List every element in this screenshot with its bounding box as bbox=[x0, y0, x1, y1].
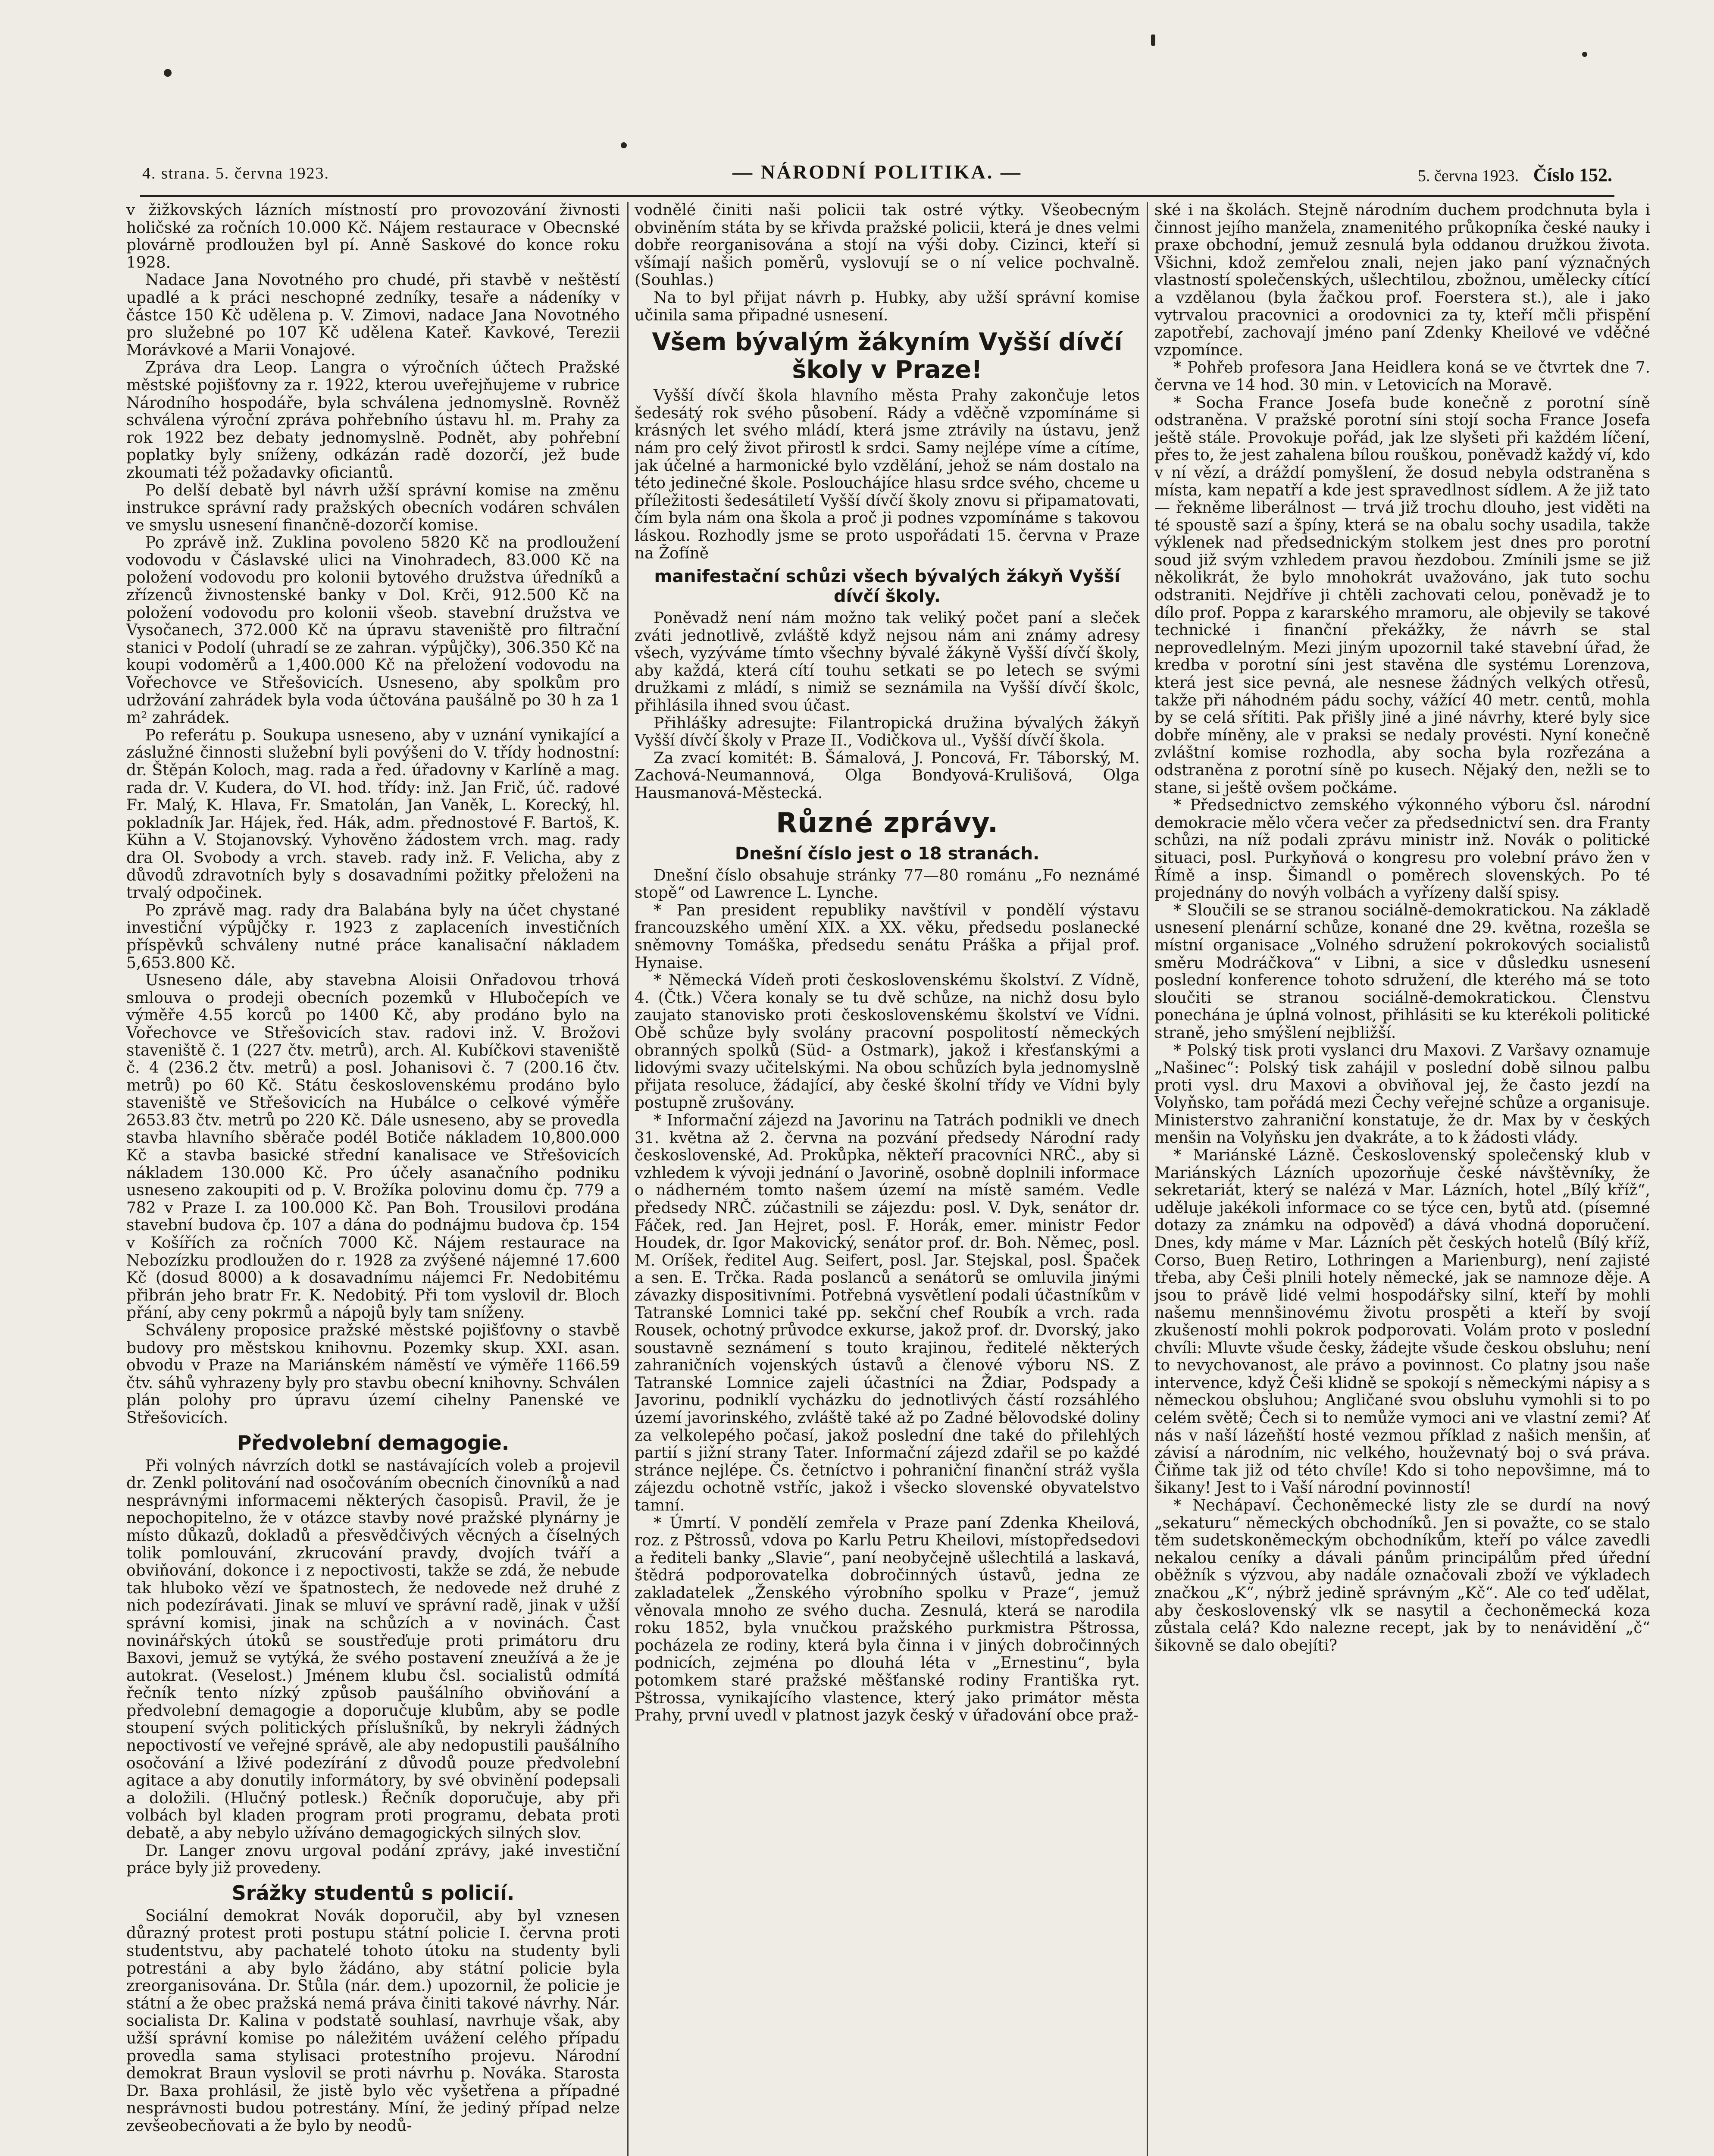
news-item: * Předsednictvo zemského výkonného výboru čsl. národní demokracie mělo včera večer za předsednictví sen. dra Franty schůzi, na níž podali zprávu ministr inž. Novák o politické situaci, posl. Purkyňová o kongresu pro volební právo žen v Římě a insp. Šimandl o poměrech slovenských. Po té projednány do novýh volbách a vyřízeny další spisy. bbox=[1154, 796, 1650, 902]
ink-speck bbox=[1151, 34, 1155, 46]
section-subheadline: Dnešní číslo jest o 18 stranách. bbox=[735, 843, 1040, 864]
article-paragraph: v žižkovských lázních místností pro provozování živnosti holičské za ročních 10.000 Kč. Nájem restaurace v Obecnské plovárně prodloužen byl pí. Anně Saskové do konce roku 1928. bbox=[126, 202, 620, 272]
news-item: * Německá Vídeň proti československému školství. Z Vídně, 4. (Čtk.) Včera konaly se tu dvě schůze, na nichž dosu bylo zaujato stanovisko proti československému školství ve Vídni. Obě schůze byly svolány pracovní pospolitostí německých obranných spolků (Süd- a Ostmark), jakož i křesťanskými a lidovými svazy učitelskými. Na obou schůzích byla jednomyslně přijata resoluce, žádající, aby české školní třídy ve Vídni byly postupně zrušovány. bbox=[635, 971, 1140, 1112]
article-paragraph: Usneseno dále, aby stavebna Aloisii Onřadovou trhová smlouva o prodeji obecních pozemků v Hlubočepích ve výměře 4.55 korců po 1400 Kč, aby prodáno bylo na Vořechovce ve Střešovicích stav. radovi inž. V. Brožovi staveniště č. 1 (227 čtv. metrů), arch. Al. Kubíčkovi staveniště č. 4 (236.2 čtv. metrů) a posl. Johanisovi č. 7 (200.16 čtv. metrů) po 60 Kč. Státu československému prodáno bylo staveniště ve Střešovicích na Hubálce o celkové výměře 2653.83 čtv. metrů po 220 Kč. Dále usneseno, aby se provedla stavba hlavního sběrače podél Botiče nákladem 10,800.000 Kč a stavba basické střední kanalisace ve Střešovicích nákladem 130.000 Kč. Pro účely asanačního podniku usneseno zakoupiti od p. V. Brožíka polovinu domu čp. 779 a 782 v Praze I. za 100.000 Kč. Pan Boh. Trousilovi prodána stavební budova čp. 107 a dána do podnájmu budova čp. 154 v Košířích za ročních 7000 Kč. Nájem restaurace na Nebozízku prodloužen do r. 1928 za zvýšené nájemné 17.600 Kč (dosud 8000) a k dosavadnímu nájemci Fr. Nedobitému přibrán jeho bratr Fr. K. Nedobitý. Při tom vyslovil dr. Bloch přání, aby ceny pokrmů a nápojů byly tam sníženy. bbox=[126, 971, 620, 1322]
article-paragraph: Na to byl přijat návrh p. Hubky, aby užší správní komise učinila sama připadné usnesení. bbox=[635, 288, 1140, 324]
article-paragraph: Dr. Langer znovu urgoval podání zprávy, jaké investiční práce byly již provedeny. bbox=[126, 1842, 620, 1877]
article-paragraph: Po zprávě mag. rady dra Balabána byly na účet chystané investiční výpůjčky r. 1923 z zaplaceních investičních příspěvků schváleny nutné práce kanalisační nákladem 5,653.800 Kč. bbox=[126, 901, 620, 972]
article-paragraph: Schváleny proposice pražské městské pojišťovny o stavbě budovy pro městskou knihovnu. Pozemky skup. XXI. asan. obvodu v Praze na Mariánském náměstí ve výměře 1166.59 čtv. sáhů vyhrazeny byly pro stavbu obecní knihovny. Schválen plán polohy pro úpravu území cihelny Panenské ve Střešovicích. bbox=[126, 1322, 620, 1427]
column-divider bbox=[1147, 202, 1148, 2156]
news-item: * Mariánské Lázně. Československý společenský klub v Mariánských Lázních upozorňuje české návštěvníky, že sekretariát, který se nalézá v Mar. Lázních, hotel „Bílý kříž“, uděluje jakékoli informace co se týce cen, bytů atd. (písemné dotazy za známku na odpověď) a dává vhodná doporučení. Dnes, kdy máme v Mar. Lázních pět českých hotelů (Bílý kříž, Corso, Buen Retiro, Lothringen a Marienburg), není zajisté třeba, aby Češi plnili hotely německé, jak se namnoze děje. A jsou to právě lidé velmi hospodářsky silní, kteří by mohli našemu mennšinovému životu prospěti a kteří by svojí zkušeností mohli pokrok podporovati. Volám proto v poslední chvíli: Mluvte všude česky, žádejte všude českou obsluhu; není to nevychovanost, ale právo a povinnost. Co platny jsou naše intervence, když Češi klidně se spokojí s německými nápisy a s německou obsluhou; Angličané svou obsluhu vymohli si to po celém světě; Čech si to nemůže vymoci ani ve vlastní zemi? Ať nás v naší lázeňští hosté vezmou příklad z našich menšin, ať závisí a národním, nic velkého, houževnatý boj o svá práva. Čiňme tak již od této chvíle! Kdo si toho nepovšimne, má to šikany! Jest to i Vaší národní povinností! bbox=[1154, 1147, 1650, 1497]
article-paragraph: Poněvadž není nám možno tak veliký počet paní a sleček zváti jednotlivě, zvláště když nejsou nám ani známy adresy všech, vyzýváme tímto všechny bývalé žákyně Vyšší dívčí školy, aby každá, která cítí touhu setkati se po letech se svými družkami z mládí, s nimiž se seznámila na Vyšší dívčí školc, přihlásila ihned svou účast. bbox=[635, 609, 1140, 715]
article-headline: Předvolební demagogie. bbox=[237, 1431, 510, 1454]
article-paragraph: Sociální demokrat Novák doporučil, aby byl vznesen důrazný protest proti postupu státní policie I. června proti studentstvu, aby pachatelé tohoto útoku na studenty byli potrestáni a aby bylo žádáno, aby státní policie byla zreorganisována. Dr. Stůla (nár. dem.) upozornil, že policie je státní a že obec pražská nemá práva činiti takové návrhy. Nár. socialista Dr. Kalina v podstatě souhlasí, navrhuje však, aby užší správní komise po náležitém uvážení celého případu provedla sama stylisaci protestního projevu. Národní demokrat Braun vyslovil se proti návrhu p. Nováka. Starosta Dr. Baxa prohlásil, že jistě bylo věc vyšetřena a případné nesprávnosti budou potrestány. Míní, že jediný případ nelze zevšeobecňovati a že bylo by neodů- bbox=[126, 1907, 620, 2135]
column-1 bbox=[126, 202, 620, 2156]
article-headline: Srážky studentů s policií. bbox=[231, 1881, 515, 1905]
header-date: 5. června 1923. bbox=[1417, 167, 1519, 185]
article-paragraph: vodnělé činiti naši policii tak ostré výtky. Všeobecným obviněním státa by se křivda pražské policii, která je dnes velmi dobře reorganisována a stojí na výši doby. Cizinci, kteří si všímají našich poměrů, vyslovují se o ní velice pochvalně. (Souhlas.) bbox=[635, 202, 1140, 289]
article-paragraph: Za zvací komitét: B. Šámalová, J. Poncová, Fr. Táborský, M. Zachová-Neumannová, Olga Bondyová-Krulišová, Olga Hausmanová-Městecká. bbox=[635, 749, 1140, 802]
ink-speck bbox=[164, 69, 172, 77]
article-paragraph: Vyšší dívčí škola hlavního města Prahy zakončuje letos šedesátý rok svého působení. Rády a vděčně vzpomínáme si krásných let svého mládí, která jsme ztrávily na ústavu, jenž nám pro celý život přirostl k srdci. Samy nejlépe víme a cítíme, jak účelné a harmonické bylo vzdělání, jehož se nám dostalo na této jedinečné škole. Poslouchájíce hlasu srdce svého, chceme u příležitosti šedesátiletí Vyšší dívčí školy znovu si připamatovati, čím byla nám ona škola a proč ji podnes vzpomínáme s takovou láskou. Rozhodly jsme se proto uspořádati 15. června v Praze na Žofíně bbox=[635, 387, 1140, 562]
news-item: * Polský tisk proti vyslanci dru Maxovi. Z Varšavy oznamuje „Našinec“: Polský tisk zahájil v poslední době silnou palbu proti vysl. dru Maxovi a obviňoval jej, že často jezdí na Volyňsko, tam pořádá mezi Čechy veřejné schůze a organisuje. Ministerstvo zahraniční konstatuje, že dr. Max by v českých menšin na Volyňsku jen dvakráte, a to k žádosti vlády. bbox=[1154, 1041, 1650, 1147]
article-paragraph: Při volných návrzích dotkl se nastávajících voleb a projevil dr. Zenkl politování nad osočováním obecních činovníků a nad nesprávnými informacemi některých časopisů. Pravil, že je nepochopitelno, že v otázce stavby nové pražské plynárny je místo důkazů, dokladů a přesvědčivých věcných a číselných tolik pomlouvání, zkrucování pravdy, dvojích tváří a obviňování, dokonce i z nepoctivosti, takže se zdá, že nebude tak hluboko vězí ve špatnostech, že nedovede než druhé z nich podezírávati. Jinak se mluví ve správní radě, jinak v užší správní komisi, jinak na schůzích a v novinách. Čast novinářských útoků se soustřeďuje proti primátoru dru Baxovi, jemuž se vytýká, že svého postavení zneužívá a že je autokrat. (Veselost.) Jménem klubu čsl. socialistů odmítá řečník tento nízký způsob paušálního obviňování a předvolební demagogie a doporučuje klubům, aby se podle stoupení svých politických příslušníků, by nekryli žádných nepoctivostí ve veřejné správě, ale aby nedopustili paušálního osočování a lživé podezírání z důvodů pouze předvolební agitace a aby donutily informátory, by své obvinění podepsali a doložili. (Hlučný potlesk.) Řečník doporučuje, aby při volbách byl kladen program proti programu, debata proti debatě, a aby nebylo užíváno demagogických silných slov. bbox=[126, 1457, 620, 1843]
announcement-headline: Všem bývalým žákyním Vyšší dívčí školy v Praze! bbox=[652, 328, 1123, 384]
article-paragraph: Přihlášky adresujte: Filantropická družina bývalých žákyň Vyšší dívčí školy v Praze II., Vodičkova ul., Vyšší dívčí škola. bbox=[635, 714, 1140, 750]
column-2 bbox=[635, 202, 1140, 2156]
announcement-subheadline: manifestační schůzi všech bývalých žákyň Vyšší dívčí školy. bbox=[654, 567, 1120, 607]
news-item: * Socha France Josefa bude konečně z porotní síně odstraněna. V pražské porotní síni stojí socha France Josefa ještě stále. Provokuje pořád, jak lze slyšeti při každém líčení, přes to, že jest zahalena bílou rouškou, poněvadž každý ví, kdo v ní vězí, a dráždí pomyšlení, že dosud nebyla odstraněna s místa, kam nepatří a kde jest spravedlnost sídlem. A že již tato — řekněme liberálnost — trvá již trochu dlouho, jest viděti na té spoustě sazí a špíny, která se na obalu sochy usadila, takže výklenek nad předsednickým stolkem jest dnes pro porotní soud již svým vzhledem pravou ňezdobou. Zmínili jsme se již několikrát, že bylo mnohokrát uvažováno, jak tuto sochu odstraniti. Nejdříve ji chtěli zachovati celou, poněvadž je to dílo prof. Poppa z kararského mramoru, ale objevily se takové technické i finanční překážky, že návrh se stal neprovedlelným. Mezi jiným upozornil také stavební úřad, že kredba v porotní síni jest stavěna dle systému Lorenzova, která jest sice pevná, ale nesnese žádných velkých otřesů, takže při náhodném pádu sochy, vážící 40 metr. centů, mohla by se celá sřítiti. Pak přišly jiné a jiné návrhy, které byly sice dobře míněny, ale v praksi se nedaly provésti. Nyní konečně zvláštní komise rozhodla, aby socha byla rozřezána a odstraněna z porotní síně po kusech. Nějaký den, nežli se to stane, si ještě ovšem počkáme. bbox=[1154, 394, 1650, 797]
news-item: * Pohřeb profesora Jana Heidlera koná se ve čtvrtek dne 7. června ve 14 hod. 30 min. v Letovicích na Moravě. bbox=[1154, 359, 1650, 394]
newspaper-title: — NÁRODNÍ POLITIKA. — bbox=[732, 161, 1022, 183]
column-3 bbox=[1154, 202, 1650, 2156]
section-headline: Různé zprávy. bbox=[776, 807, 999, 839]
article-paragraph: Zpráva dra Leop. Langra o výročních účtech Pražské městské pojišťovny za r. 1922, kterou uveřejňujeme v rubrice Národního hospodáře, byla schválena jednomyslně. Rovněž schválena výroční zpráva pohřebního ústavu hl. m. Prahy za rok 1922 bez debaty jednomyslně. Podnět, aby pohřební poplatky byly sníženy, odkázán radě dozorčí, jež bude zkoumati též požadavky oficiantů. bbox=[126, 359, 620, 482]
header-rule bbox=[140, 195, 1614, 197]
article-paragraph: Po referátu p. Soukupa usneseno, aby v uznání vynikající a záslužné činnosti služební byli povýšeni do V. třídy hodnostní: dr. Štěpán Koloch, mag. rada a řed. úřadovny v Karlíně a mag. rada dr. V. Kudera, do VI. hod. třídy: inž. Jan Frič, úč. radové Fr. Malý, K. Hlava, Fr. Smatolán, Jan Vaněk, L. Korecký, hl. pokladník Jar. Hájek, řed. Hák, adm. přednostové F. Bartoš, K. Kühn a V. Stojanovský. Vyhověno žádostem vrch. mag. rady dra Ol. Svobody a vrch. staveb. rady inž. F. Velicha, aby z důvodů zdravotních byly s dosavadními požitky přeloženi na trvalý odpočinek. bbox=[126, 726, 620, 902]
news-item: * Pan president republiky navštívil v pondělí výstavu francouzského umění XIX. a XX. věku, předsedu poslanecké sněmovny Tomáška, předsedu senátu Práška a přijal prof. Hynaise. bbox=[635, 901, 1140, 972]
news-item: * Sloučili se se stranou sociálně-demokratickou. Na základě usnesení plenární schůze, konané dne 29. května, rozešla se místní organisace „Volného sdružení pokrokových socialistů směru Modráčkova“ v Libni, a sice v důsledku usnesení poslední konference tohoto sdružení, dle kterého má se toto sloučiti se stranou sociálně-demokratickou. Členstvu ponechána je úplná volnost, přihlásiti se ku kterékoli politické straně, jeho smýšlení nejbližší. bbox=[1154, 901, 1650, 1042]
article-paragraph: Po delší debatě byl návrh užší správní komise na změnu instrukce správní rady pražských obecních vodáren schválen ve smyslu usnesení finančně-dozorčí komise. bbox=[126, 481, 620, 534]
issue-number: Číslo 152. bbox=[1533, 164, 1612, 185]
header-right bbox=[1418, 164, 1612, 186]
ink-speck bbox=[1582, 52, 1587, 57]
news-item: * Nechápaví. Čechoněmecké listy zle se durdí na nový „sekaturu“ německých obchodníků. Jen si považte, co se stalo těm sudetskoněmeckým obchodníkům, kteří po válce zavedli nekalou ceníky a dávali pánům principálům před úřední oběžník s výzvou, aby nadále označovali zboží ve výkladech značkou „K“, nýbrž jedině správným „Kč“. Ale co teď udělat, aby československý vlk se nasytil a čechoněmecká koza zůstala celá? Kdo nalezne recept, jak by to nenávidění „č“ šikovně se dalo obejíti? bbox=[1154, 1496, 1650, 1655]
article-paragraph: Po zprávě inž. Zuklina povoleno 5820 Kč na prodloužení vodovodu v Čáslavské ulici na Vinohradech, 83.000 Kč na položení vodovodu pro kolonii bytového družstva úředníků a zřízenců živnostenské banky v Dol. Krči, 912.500 Kč na položení vodovodu pro kolonii všeob. stavební družstva ve Vysočanech, 372.000 Kč na úpravu staveniště pro filtrační stanici v Podolí (uhradí se ze zahran. výpůjčky), 306.350 Kč na koupi vodoměrů a 1,400.000 Kč na přeložení vodovodu na Vořechovce ve Střešovicích. Usneseno, aby spolkům pro udržování zahrádek byla voda účtována paušálně po 30 h za 1 m² zahrádek. bbox=[126, 534, 620, 727]
column-divider bbox=[627, 202, 629, 2156]
news-item: * Informační zájezd na Javorinu na Tatrách podnikli ve dnech 31. května až 2. června na pozvání předsedy Národní rady československé, Ad. Prokůpka, někteří pracovníci NRČ., aby si vzhledem k vývoji jednání o Javorině, osobně doplnili informace o nádherném tomto našem území na místě samém. Vedle předsedy NRČ. zúčastnili se zájezdu: posl. V. Dyk, senátor dr. Fáček, red. Jan Hejret, posl. F. Horák, emer. ministr Fedor Houdek, dr. Igor Makovický, senátor prof. dr. Boh. Němec, posl. M. Oríšek, ředitel Aug. Seifert, posl. Jar. Stejskal, posl. Špaček a sen. E. Trčka. Rada poslanců a senátorů se omluvila jinými závazky dispositivními. Potřebná vysvětlení podali účastníkům v Tatranské Lomnici také pp. sekční chef Roubík a vrch. rada Rousek, ochotný průvodce exkurse, jakož prof. dr. Dvorský, jako soustavně seznámení s touto krajinou, ředitelé některých zahraničních vojenských ústavů a členové výboru NS. Z Tatranské Lomnice zajeli účastníci na Ždiar, Podspady a Javorinu, podniklí vycházku do jednotlivých částí rozsáhlého území javorinského, zvláště také až po Zadné bělovodské doliny za velkolepého počasí, jakož poslední dne také do přilehlých partií s jižní strany Tater. Informační zájezd zdařil se po každé stránce nejlépe. Čs. četníctvo i pohraniční finanční stráž vyšla zájezdu ochotně vstříc, jakož i všecko slovenské obyvatelstvo tamní. bbox=[635, 1111, 1140, 1514]
article-paragraph: ské i na školách. Stejně národním duchem prodchnuta byla i činnost jejího manžela, znamenitého průkopníka české nauky i praxe obchodní, jemuž zesnulá byla oddanou družkou života. Všichni, kdož zemřelou znali, nejen jako paní význačných vlastností společenských, ušlechtilou, zbožnou, umělecky cítící a vzdělanou (byla žačkou prof. Foerstera st.), ale i jako vytrvalou pracovnici a orodovnici za ty, kteří mčli přispění zapotřebí, zachovají jméno paní Zdenky Kheilové ve vděčné vzpomínce. bbox=[1154, 202, 1650, 359]
page-number-date: 4. strana. 5. června 1923. bbox=[142, 164, 329, 182]
page-header bbox=[142, 160, 1612, 186]
ink-speck bbox=[621, 142, 627, 148]
article-paragraph: Nadace Jana Novotného pro chudé, při stavbě v neštěstí upadlé a k práci neschopné zedníky, tesaře a nádeníky v částce 150 Kč udělena p. V. Zimovi, nadace Jana Novotného pro služebné po 107 Kč udělena Kateř. Kavkové, Terezii Morávkové a Marii Vonajové. bbox=[126, 271, 620, 359]
news-item: * Úmrtí. V pondělí zemřela v Praze paní Zdenka Kheilová, roz. z Pštrossů, vdova po Karlu Petru Kheilovi, místopředsedovi a řediteli banky „Slavie“, paní neobyčejně ušlechtilá a laskavá, štědrá podporovatelka dobročinných ústavů, jedna ze zakladatelek „Ženského výrobního spolku v Praze“, jemuž věnovala mnoho ze svého ducha. Zesnulá, která se narodila roku 1852, byla vnučkou pražského purkmistra Pštrossa, pocházela ze rodiny, která byla činna i v jiných dobročinných podnicích, zejména po dlouhá léta v „Ernestinu“, byla potomkem staré pražské měšťanské rodiny Františka ryt. Pštrossa, vynikajícího vlastence, který jako primátor města Prahy, první uvedl v platnost jazyk český v úřadování obce praž- bbox=[635, 1514, 1140, 1725]
article-paragraph: Dnešní číslo obsahuje stránky 77—80 románu „Fo neznámé stopě“ od Lawrence L. Lynche. bbox=[635, 866, 1140, 902]
